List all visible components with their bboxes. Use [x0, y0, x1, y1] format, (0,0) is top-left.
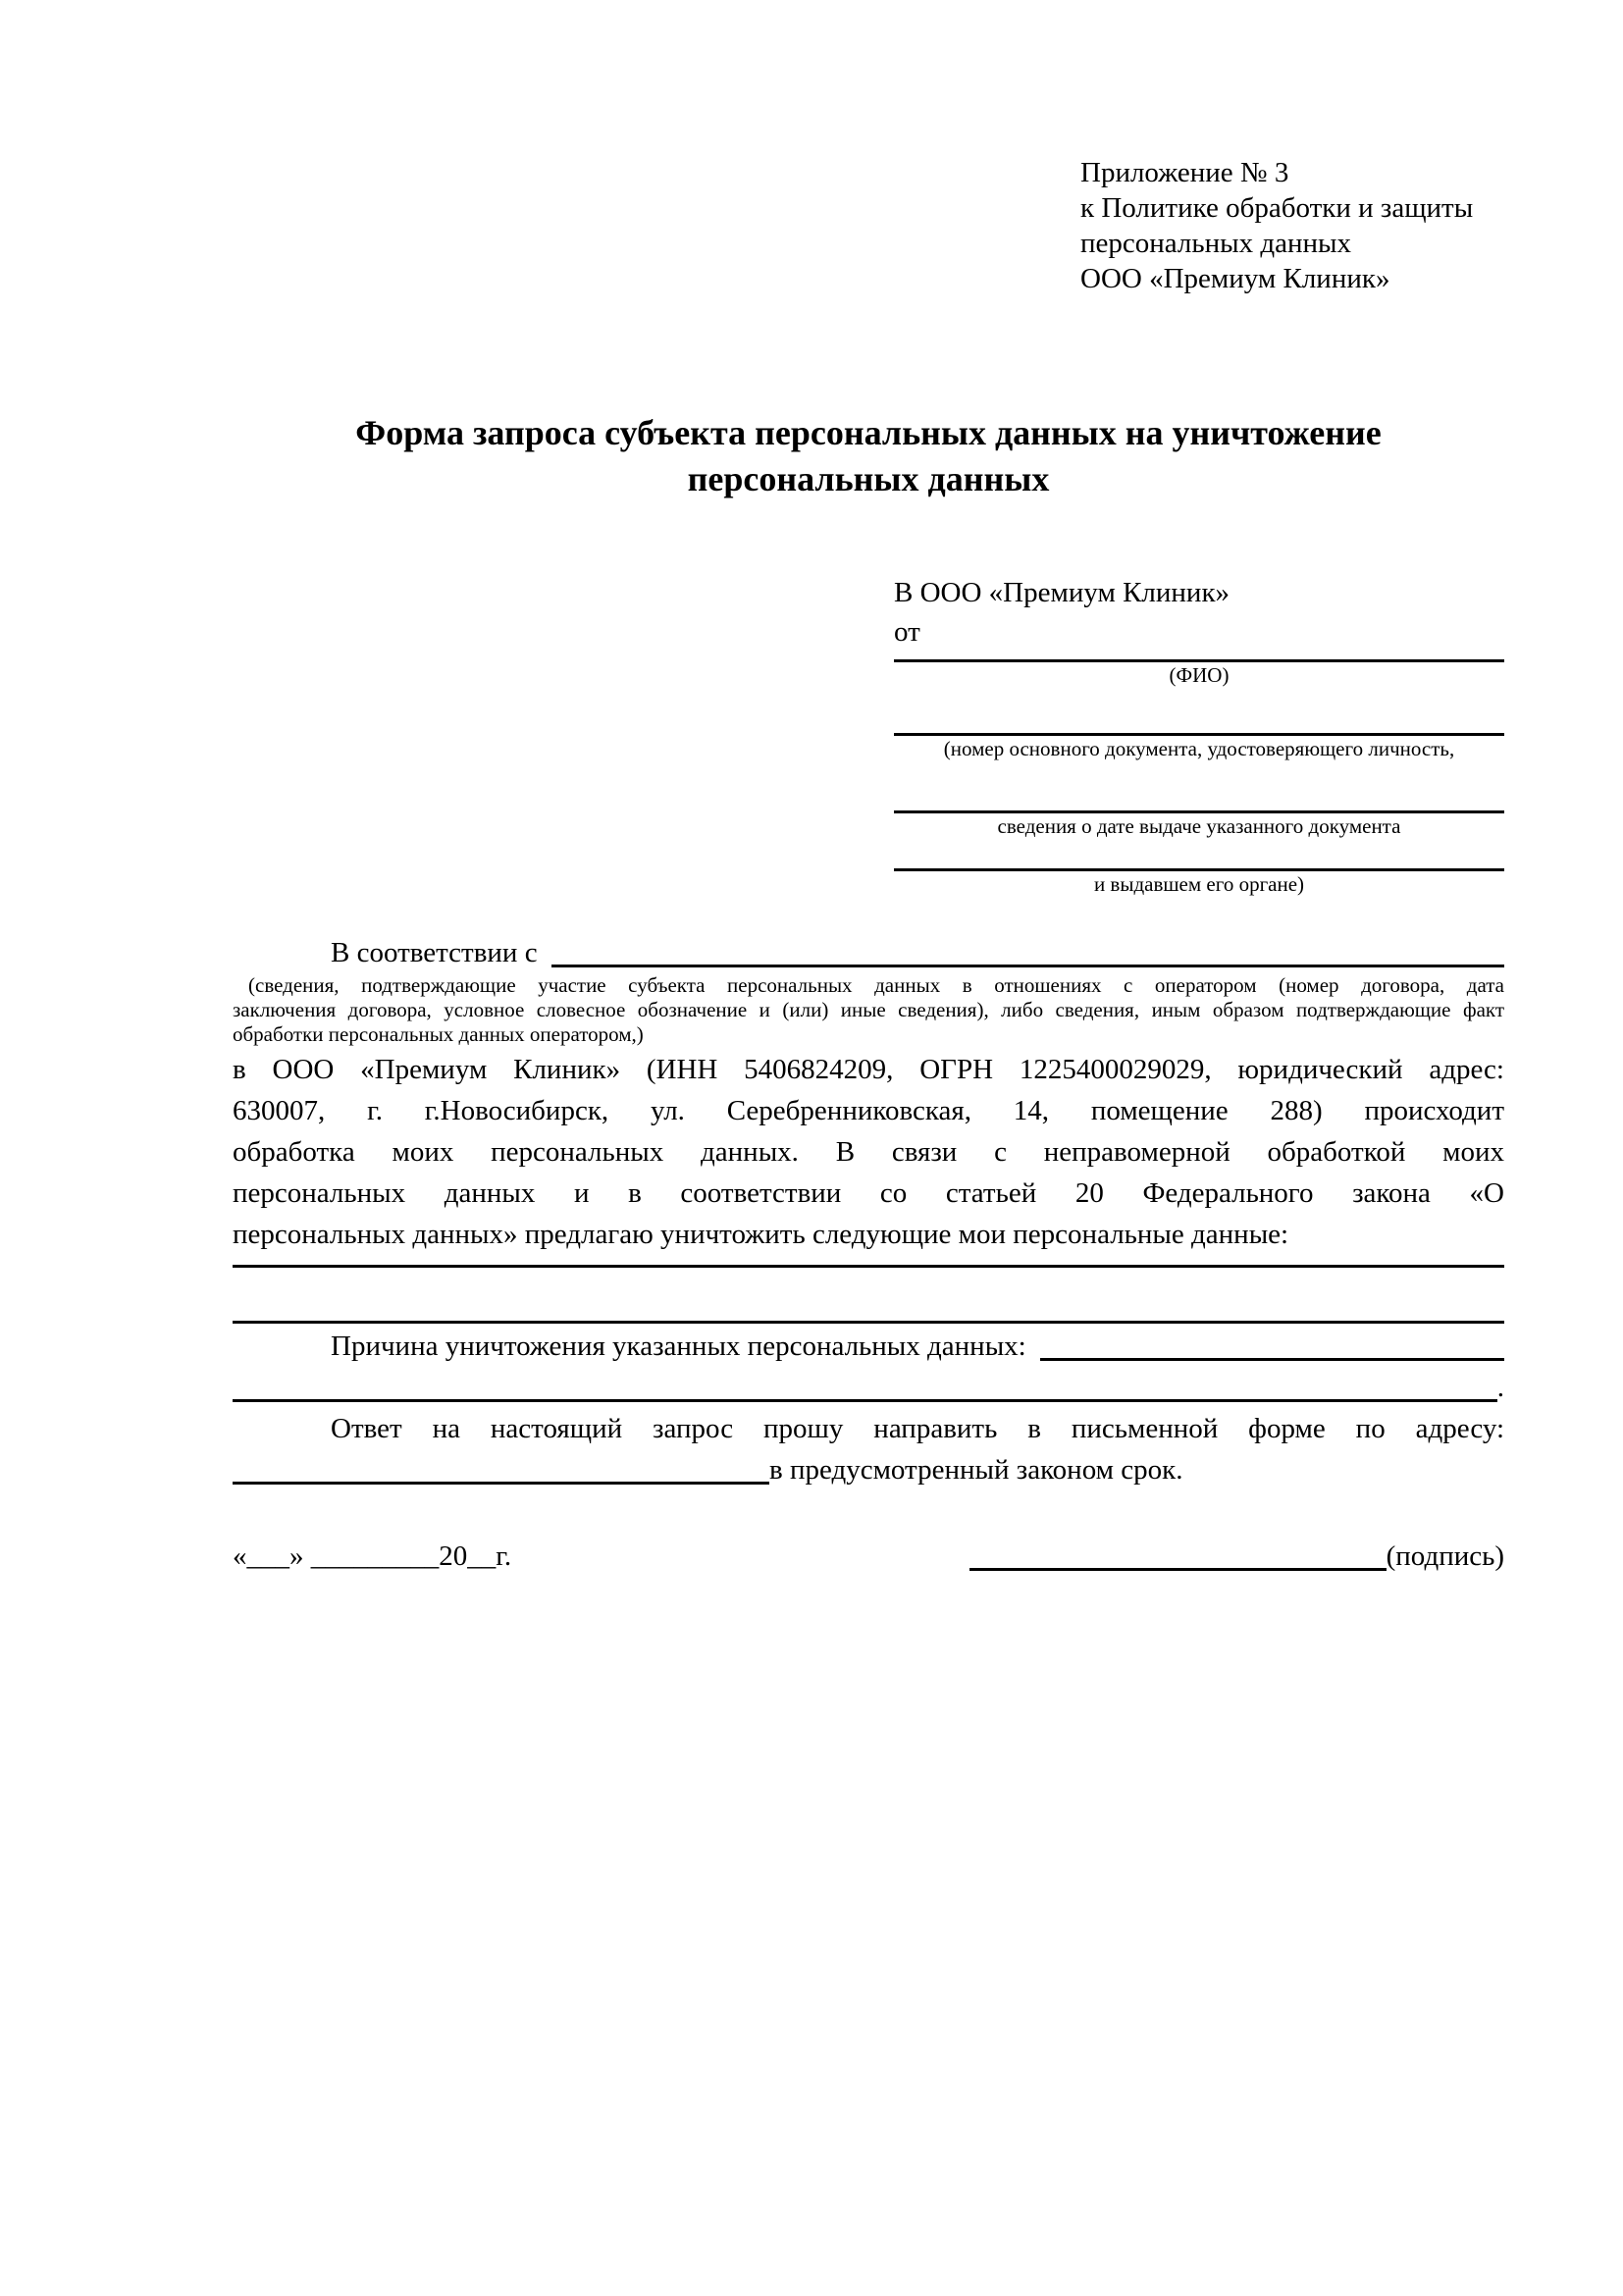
- reason-label: Причина уничтожения указанных персональных данных:: [331, 1331, 1026, 1362]
- issuing-authority-caption: и выдавшем его органе): [1093, 872, 1305, 896]
- spacer: [538, 932, 551, 973]
- signature-caption: (подпись): [1386, 1540, 1504, 1572]
- response-request-line: Ответ на настоящий запрос прошу направить в письменной форме по адресу:: [331, 1413, 1504, 1444]
- appendix-line: к Политике обработки и защиты: [1080, 192, 1474, 224]
- reason-row: [233, 1326, 1504, 1367]
- paragraph-line: 630007, г. г.Новосибирск, ул. Серебренниковская, 14, помещение 288) происходит: [233, 1095, 1504, 1126]
- fine-print-line: (сведения, подтверждающие участие субъекта персональных данных в отношениях с оператором (номер договора, дата: [248, 973, 1504, 997]
- addressee-recipient: В ООО «Премиум Клиник»: [894, 577, 1230, 608]
- page-title: Форма запроса субъекта персональных данных на уничтожение персональных данных: [355, 413, 1382, 498]
- fine-print-note: [233, 973, 1504, 1047]
- appendix-line: Приложение № 3: [1080, 157, 1289, 188]
- paragraph-indent: [233, 1326, 331, 1367]
- addressee-from-label: от: [894, 616, 920, 648]
- data-blank-line: [233, 1265, 1504, 1268]
- reason-blank-line: [1040, 1358, 1504, 1361]
- appendix-line: персональных данных: [1080, 228, 1352, 259]
- paragraph-indent: [233, 932, 331, 973]
- appendix-note: [1080, 155, 1504, 296]
- paragraph-line: персональных данных и в соответствии со статьей 20 Федерального закона «О: [233, 1177, 1504, 1209]
- accordance-blank-line: [551, 965, 1504, 967]
- main-paragraph: [233, 1049, 1504, 1255]
- accordance-label: В соответствии с: [331, 937, 538, 968]
- period-mark: .: [1496, 1372, 1504, 1403]
- reason-continuation-row: [233, 1367, 1504, 1408]
- fine-print-line: заключения договора, условное словесное обозначение и (или) иные сведения), либо сведения, иным образом подтверждающие факт: [233, 998, 1504, 1021]
- data-blank-line: [233, 1321, 1504, 1324]
- fine-print-line: обработки персональных данных оператором,): [233, 1022, 644, 1046]
- reason-blank-line-2: [233, 1399, 1497, 1402]
- signature-blank-line: [969, 1568, 1387, 1571]
- paragraph-line: обработка моих персональных данных. В связи с неправомерной обработкой моих: [233, 1136, 1504, 1168]
- addressee-block: [894, 571, 1504, 897]
- spacer: [1026, 1326, 1040, 1367]
- appendix-line: ООО «Премиум Клиник»: [1080, 263, 1390, 294]
- signature-group: [969, 1536, 1504, 1577]
- response-suffix: в предусмотренный законом срок.: [769, 1454, 1183, 1486]
- paragraph-line: в ООО «Премиум Клиник» (ИНН 5406824209, ОГРН 1225400029029, юридический адрес:: [233, 1054, 1504, 1085]
- fio-caption: (ФИО): [1169, 663, 1230, 687]
- issue-date-caption: сведения о дате выдаче указанного документа: [997, 814, 1401, 838]
- date-signature-row: [233, 1536, 1504, 1577]
- paragraph-line: персональных данных» предлагаю уничтожить следующие мои персональные данные:: [233, 1219, 1289, 1250]
- response-address-row: [233, 1449, 1504, 1490]
- address-blank-line: [233, 1482, 769, 1485]
- date-placeholder: «___» _________20__г.: [233, 1540, 512, 1572]
- document-number-caption: (номер основного документа, удостоверяющего личность,: [943, 737, 1455, 760]
- accordance-row: [233, 932, 1504, 973]
